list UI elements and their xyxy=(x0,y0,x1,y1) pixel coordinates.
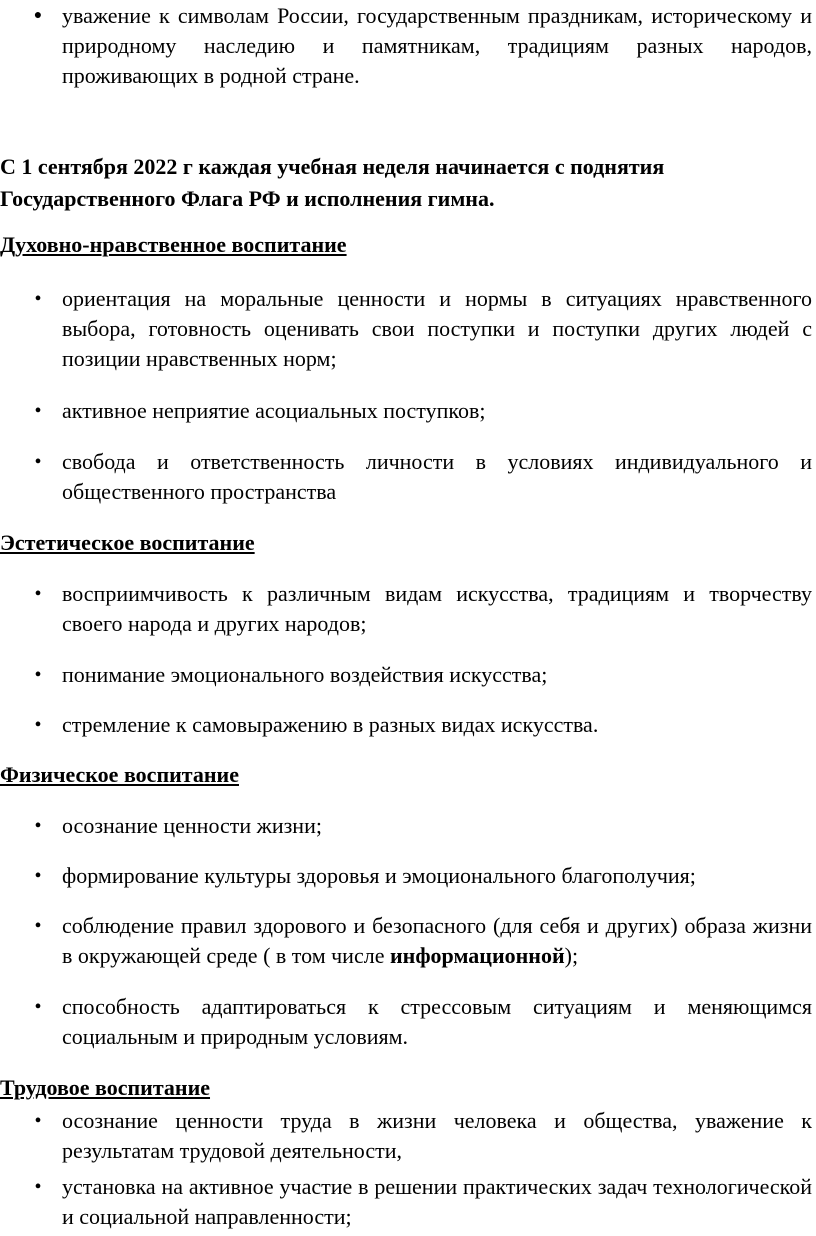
bullet-icon: • xyxy=(34,1110,42,1132)
bullet-icon: • xyxy=(34,915,42,937)
section-heading: Трудовое воспитание xyxy=(0,1075,211,1100)
bullet-icon: • xyxy=(34,865,42,887)
list-item-text: осознание ценности жизни; xyxy=(62,813,322,838)
section-aesthetic xyxy=(0,528,816,558)
list-item xyxy=(0,992,816,1052)
list-item-text: осознание ценности труда в жизни человека и общества, уважение к результатам трудовой деятельности, xyxy=(62,1108,812,1163)
list-item xyxy=(0,861,816,891)
flag-notice: С 1 сентября 2022 г каждая учебная неделя начинается с поднятия Государственного Флага РФ и исполнения гимна. xyxy=(0,154,665,211)
section-physical xyxy=(0,760,816,790)
section-spiritual-item-2 xyxy=(0,396,816,426)
section-spiritual-item-1 xyxy=(0,284,816,374)
bullet-icon: • xyxy=(34,714,42,736)
list-item-text: восприимчивость к различным видам искусства, традициям и творчеству своего народа и других народов; xyxy=(62,581,812,636)
list-item-text-after: ); xyxy=(564,943,579,968)
list-item-text: уважение к символам России, государственным праздникам, историческому и природному наследию и памятникам, традициям разных народов, проживающих в родной стране. xyxy=(62,3,812,88)
section-aesthetic-item-1 xyxy=(0,579,816,639)
notice-block xyxy=(0,151,816,215)
list-item xyxy=(0,284,816,374)
list-item xyxy=(0,710,816,740)
bullet-icon: ● xyxy=(33,8,43,23)
list-item xyxy=(0,396,816,426)
section-physical-item-2 xyxy=(0,861,816,891)
section-heading: Духовно-нравственное воспитание xyxy=(0,232,347,257)
list-item xyxy=(0,1172,816,1232)
bullet-icon: • xyxy=(34,664,42,686)
list-item-text-before: соблюдение правил здорового и безопасного (для себя и других) образа жизни в окружающей среде ( в том числе xyxy=(62,913,812,968)
list-item xyxy=(0,579,816,639)
intro-list xyxy=(0,1,816,91)
list-item xyxy=(0,911,816,971)
section-heading: Физическое воспитание xyxy=(0,762,239,787)
list-item-text: формирование культуры здоровья и эмоционального благополучия; xyxy=(62,863,696,888)
bullet-icon: • xyxy=(34,815,42,837)
list-item xyxy=(0,660,816,690)
list-item-text: способность адаптироваться к стрессовым ситуациям и меняющимся социальным и природным условиям. xyxy=(62,994,812,1049)
list-item xyxy=(0,1106,816,1166)
bullet-icon: • xyxy=(34,1176,42,1198)
list-item xyxy=(0,447,816,507)
section-physical-item-3 xyxy=(0,911,816,971)
section-labor xyxy=(0,1073,816,1103)
list-item-text: стремление к самовыражению в разных видах искусства. xyxy=(62,712,599,737)
list-item xyxy=(0,811,816,841)
list-item xyxy=(0,1,816,91)
section-heading: Эстетическое воспитание xyxy=(0,530,255,555)
bullet-icon: • xyxy=(34,400,42,422)
list-item-text: свобода и ответственность личности в условиях индивидуального и общественного пространства xyxy=(62,449,812,504)
bullet-icon: • xyxy=(34,288,42,310)
section-labor-item-1 xyxy=(0,1106,816,1166)
section-spiritual-item-3 xyxy=(0,447,816,507)
bullet-icon: • xyxy=(34,583,42,605)
list-item-text xyxy=(62,911,812,971)
list-item-text: активное неприятие асоциальных поступков; xyxy=(62,398,486,423)
emphasized-word: информационной xyxy=(389,943,565,968)
list-item-text: понимание эмоционального воздействия искусства; xyxy=(62,662,548,687)
list-item-text: ориентация на моральные ценности и нормы в ситуациях нравственного выбора, готовность оценивать свои поступки и поступки других людей с позиции нравственных норм; xyxy=(62,286,812,371)
section-spiritual xyxy=(0,230,816,260)
section-physical-item-4 xyxy=(0,992,816,1052)
section-aesthetic-item-2 xyxy=(0,660,816,690)
bullet-icon: • xyxy=(34,996,42,1018)
bullet-icon: • xyxy=(34,451,42,473)
list-item-text: установка на активное участие в решении практических задач технологической и социальной направленности; xyxy=(62,1174,812,1229)
section-physical-item-1 xyxy=(0,811,816,841)
section-aesthetic-item-3 xyxy=(0,710,816,740)
section-labor-item-2 xyxy=(0,1172,816,1232)
